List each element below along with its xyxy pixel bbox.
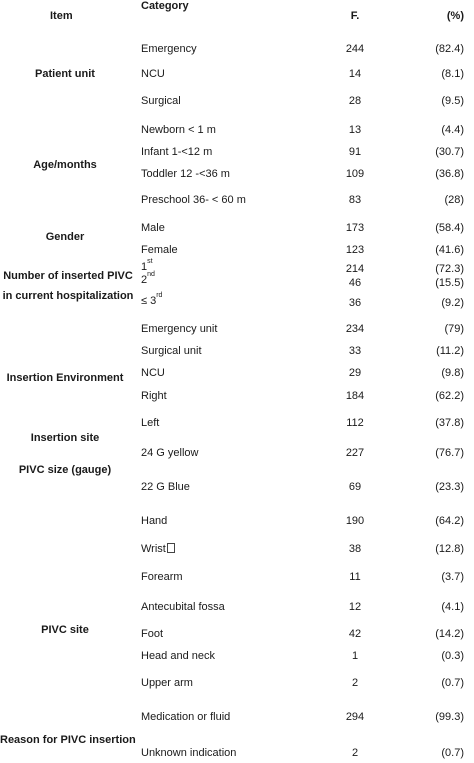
missing-glyph-icon bbox=[167, 543, 175, 553]
row-cat: Newborn < 1 m bbox=[141, 124, 216, 136]
row-freq: 244 bbox=[345, 43, 365, 55]
row-cat-sup: rd bbox=[156, 292, 163, 299]
row-freq: 38 bbox=[348, 543, 362, 555]
row-pct: (15.5) bbox=[435, 277, 464, 289]
row-cat: Preschool 36- < 60 m bbox=[141, 194, 246, 206]
row-freq: 83 bbox=[348, 194, 362, 206]
row-pct: (37.8) bbox=[435, 417, 464, 429]
header-pct: (%) bbox=[446, 10, 464, 22]
row-cat: Foot bbox=[141, 628, 164, 640]
row-pct: (41.6) bbox=[435, 244, 464, 256]
row-freq: 14 bbox=[348, 68, 362, 80]
row-cat: Emergency unit bbox=[141, 323, 218, 335]
row-cat: Left bbox=[141, 417, 160, 429]
row-cat: Infant 1-<12 m bbox=[141, 146, 213, 158]
item-age-months: Age/months bbox=[33, 159, 97, 171]
row-pct: (99.3) bbox=[435, 711, 464, 723]
row-cat: NCU bbox=[141, 68, 165, 80]
row-pct: (11.2) bbox=[436, 345, 464, 357]
row-freq: 234 bbox=[345, 323, 365, 335]
item-insertion-environment: Insertion Environment bbox=[6, 372, 124, 384]
row-pct: (72.3) bbox=[435, 263, 464, 275]
item-inserted-pivc bbox=[0, 268, 136, 305]
row-cat: 22 G Blue bbox=[141, 481, 190, 493]
row-pct: (9.2) bbox=[441, 297, 464, 309]
row-cat bbox=[141, 271, 155, 286]
row-pct: (9.5) bbox=[441, 95, 464, 107]
row-pct: (8.1) bbox=[441, 68, 464, 80]
row-pct: (0.3) bbox=[441, 650, 464, 662]
row-pct: (0.7) bbox=[441, 747, 464, 759]
row-freq: 109 bbox=[345, 168, 365, 180]
row-freq: 42 bbox=[348, 628, 362, 640]
row-cat: Male bbox=[141, 222, 165, 234]
item-reason-pivc: Reason for PIVC insertion bbox=[0, 734, 136, 746]
row-pct: (79) bbox=[444, 323, 464, 335]
row-cat: NCU bbox=[141, 367, 165, 379]
row-pct: (0.7) bbox=[441, 677, 464, 689]
row-freq: 11 bbox=[349, 571, 361, 583]
item-pivc-size: PIVC size (gauge) bbox=[18, 464, 112, 476]
row-cat bbox=[141, 292, 163, 307]
row-cat: Head and neck bbox=[141, 650, 215, 662]
row-freq: 112 bbox=[346, 417, 364, 429]
header-item: Item bbox=[50, 10, 73, 22]
row-cat: Forearm bbox=[141, 571, 183, 583]
row-freq: 46 bbox=[348, 277, 362, 289]
row-pct: (36.8) bbox=[435, 168, 464, 180]
row-cat: Hand bbox=[141, 515, 168, 527]
row-freq: 69 bbox=[348, 481, 362, 493]
row-cat-sup: nd bbox=[147, 271, 155, 278]
row-pct: (58.4) bbox=[435, 222, 464, 234]
row-pct: (14.2) bbox=[435, 628, 464, 640]
row-pct: (28) bbox=[444, 194, 464, 206]
row-pct: (12.8) bbox=[435, 543, 464, 555]
row-freq: 36 bbox=[348, 297, 362, 309]
row-freq: 2 bbox=[351, 747, 359, 759]
row-cat: Medication or fluid bbox=[141, 711, 231, 723]
row-freq: 2 bbox=[351, 677, 359, 689]
row-cat: Female bbox=[141, 244, 178, 256]
row-cat: Right bbox=[141, 390, 167, 402]
row-freq: 91 bbox=[348, 146, 362, 158]
row-freq: 190 bbox=[345, 515, 365, 527]
row-cat: 24 G yellow bbox=[141, 447, 199, 459]
row-cat-sup: st bbox=[147, 258, 153, 265]
row-pct: (82.4) bbox=[435, 43, 464, 55]
row-freq: 12 bbox=[348, 601, 362, 613]
row-freq: 123 bbox=[345, 244, 365, 256]
row-cat: Toddler 12 -<36 m bbox=[141, 168, 230, 180]
row-freq: 227 bbox=[345, 447, 365, 459]
row-freq: 1 bbox=[351, 650, 359, 662]
item-inserted-pivc-line2: in current hospitalization bbox=[2, 290, 134, 302]
row-cat-num: 2 bbox=[141, 274, 148, 286]
row-cat-num: ≤ 3 bbox=[141, 295, 157, 307]
item-gender: Gender bbox=[45, 231, 85, 243]
row-freq: 28 bbox=[348, 95, 362, 107]
row-pct: (62.2) bbox=[435, 390, 464, 402]
row-freq: 33 bbox=[348, 345, 362, 357]
row-cat: Surgical unit bbox=[141, 345, 202, 357]
row-pct: (9.8) bbox=[441, 367, 464, 379]
item-inserted-pivc-line1: Number of inserted PIVC bbox=[3, 270, 133, 282]
row-pct: (76.7) bbox=[435, 447, 464, 459]
row-cat-text: Wrist bbox=[141, 543, 166, 555]
item-insertion-site: Insertion site bbox=[30, 432, 100, 444]
row-cat: Unknown indication bbox=[141, 747, 237, 759]
row-cat: Surgical bbox=[141, 95, 181, 107]
item-pivc-site: PIVC site bbox=[41, 624, 89, 636]
row-cat-num: 1 bbox=[141, 261, 148, 273]
row-freq: 294 bbox=[345, 711, 365, 723]
row-cat: Emergency bbox=[141, 43, 197, 55]
row-pct: (30.7) bbox=[435, 146, 464, 158]
row-pct: (4.4) bbox=[441, 124, 464, 136]
row-pct: (3.7) bbox=[441, 571, 464, 583]
item-patient-unit: Patient unit bbox=[35, 68, 95, 80]
row-freq: 214 bbox=[345, 263, 365, 275]
row-cat: Upper arm bbox=[141, 677, 193, 689]
row-pct: (4.1) bbox=[441, 601, 464, 613]
row-cat bbox=[141, 543, 175, 555]
row-freq: 29 bbox=[348, 367, 362, 379]
row-pct: (64.2) bbox=[435, 515, 464, 527]
header-category: Category bbox=[141, 0, 189, 12]
row-freq: 13 bbox=[348, 124, 362, 136]
header-freq: F. bbox=[350, 10, 360, 22]
row-freq: 173 bbox=[345, 222, 365, 234]
row-pct: (23.3) bbox=[435, 481, 464, 493]
row-freq: 184 bbox=[345, 390, 365, 402]
row-cat: Antecubital fossa bbox=[141, 601, 225, 613]
